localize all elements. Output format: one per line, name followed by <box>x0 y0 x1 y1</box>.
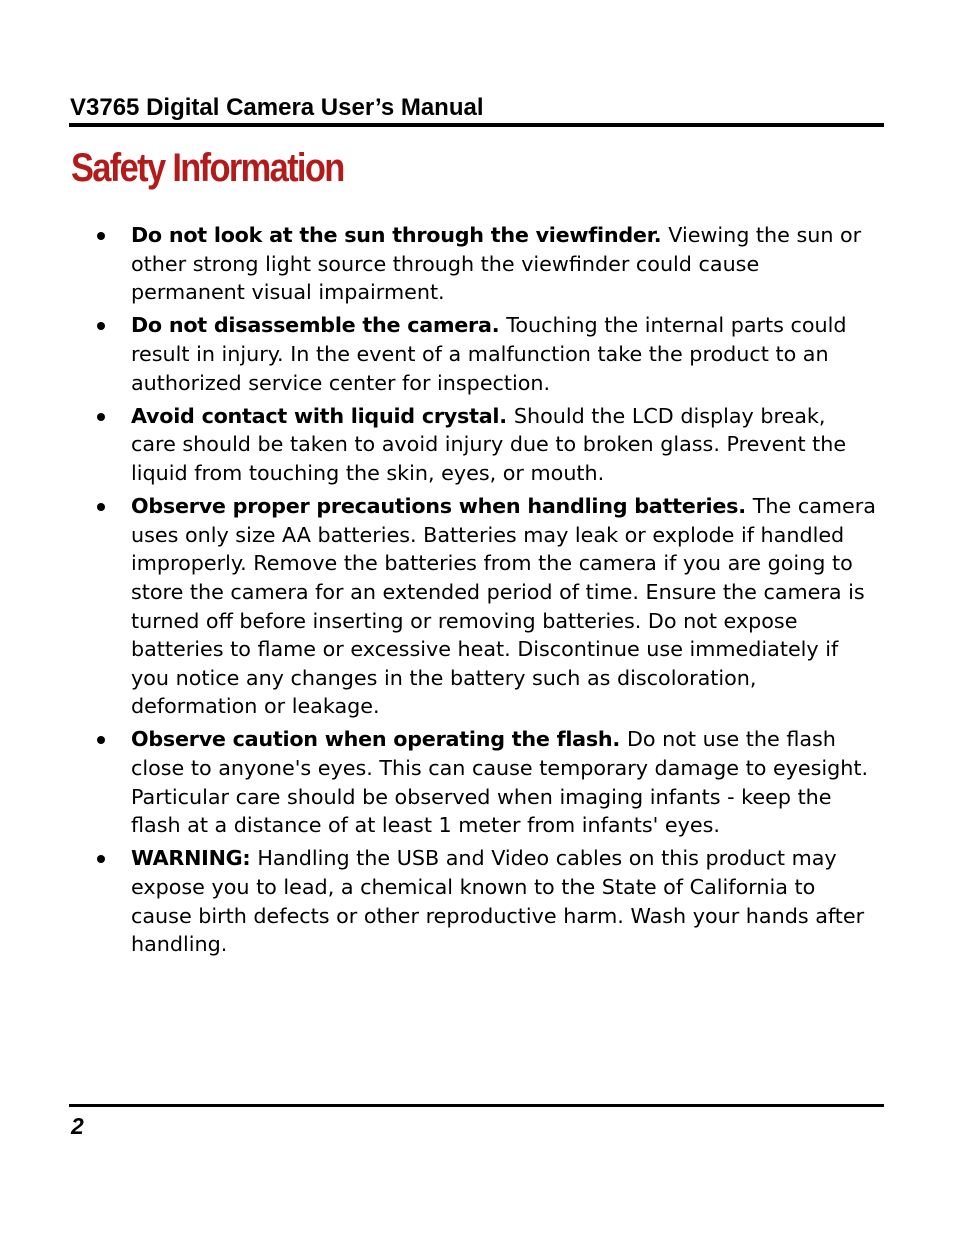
bullet-lead: Do not look at the sun through the viewfinder. <box>131 223 669 247</box>
bullet-lead: Observe proper precautions when handling batteries. <box>131 494 753 519</box>
bullet-icon <box>97 232 105 240</box>
bullet-body: Touching the internal parts could result in injury. In the event of a malfunction take the product to an authorized service center for inspection. <box>131 313 847 395</box>
list-item <box>0 844 876 958</box>
header-divider <box>69 123 884 127</box>
bullet-icon <box>97 855 105 863</box>
manual-header-title: V3765 Digital Camera User’s Manual <box>70 94 484 121</box>
bullet-body: The camera uses only size AA batteries. Batteries may leak or explode if handled improperly. Remove the batteries from the camera if you are going to store the camera for an extended period of time. Ensure the camera is turned off before inserting or removing batteries. Do not expose batteries to flame or excessive heat. Discontinue use immediately if you notice any changes in the battery such as discoloration, deformation or leakage. <box>131 494 876 719</box>
bullet-body: Viewing the sun or other strong light source through the viewfinder could cause permanent visual impairment. <box>131 223 862 305</box>
bullet-body: Handling the USB and Video cables on this product may expose you to lead, a chemical known to the State of California to cause birth defects or other reproductive harm. Wash your hands after handling. <box>131 846 865 957</box>
bullet-lead: Avoid contact with liquid crystal. <box>131 403 514 428</box>
list-item <box>0 492 876 721</box>
bullet-lead: Observe caution when operating the flash. <box>131 727 627 752</box>
safety-bullet-list <box>0 221 954 963</box>
footer-divider <box>69 1104 884 1107</box>
list-item <box>0 725 876 839</box>
bullet-icon <box>97 736 105 744</box>
bullet-body: Do not use the flash close to anyone's eyes. This can cause temporary damage to eyesight. Particular care should be observed when imaging infants - keep the flash at a distance of at least 1 meter from infants' eyes. <box>131 727 869 838</box>
page-number: 2 <box>71 1113 84 1139</box>
list-item <box>0 221 876 307</box>
bullet-lead: Do not disassemble the camera. <box>131 313 507 338</box>
list-item <box>0 311 876 397</box>
bullet-lead: WARNING: <box>131 846 258 871</box>
bullet-icon <box>97 322 105 330</box>
bullet-icon <box>97 503 105 511</box>
bullet-body: Should the LCD display break, care should be taken to avoid injury due to broken glass. Prevent the liquid from touching the skin, eyes, or mouth. <box>131 403 847 485</box>
bullet-icon <box>97 413 105 421</box>
section-title: Safety Information <box>71 146 344 190</box>
list-item <box>0 402 876 488</box>
